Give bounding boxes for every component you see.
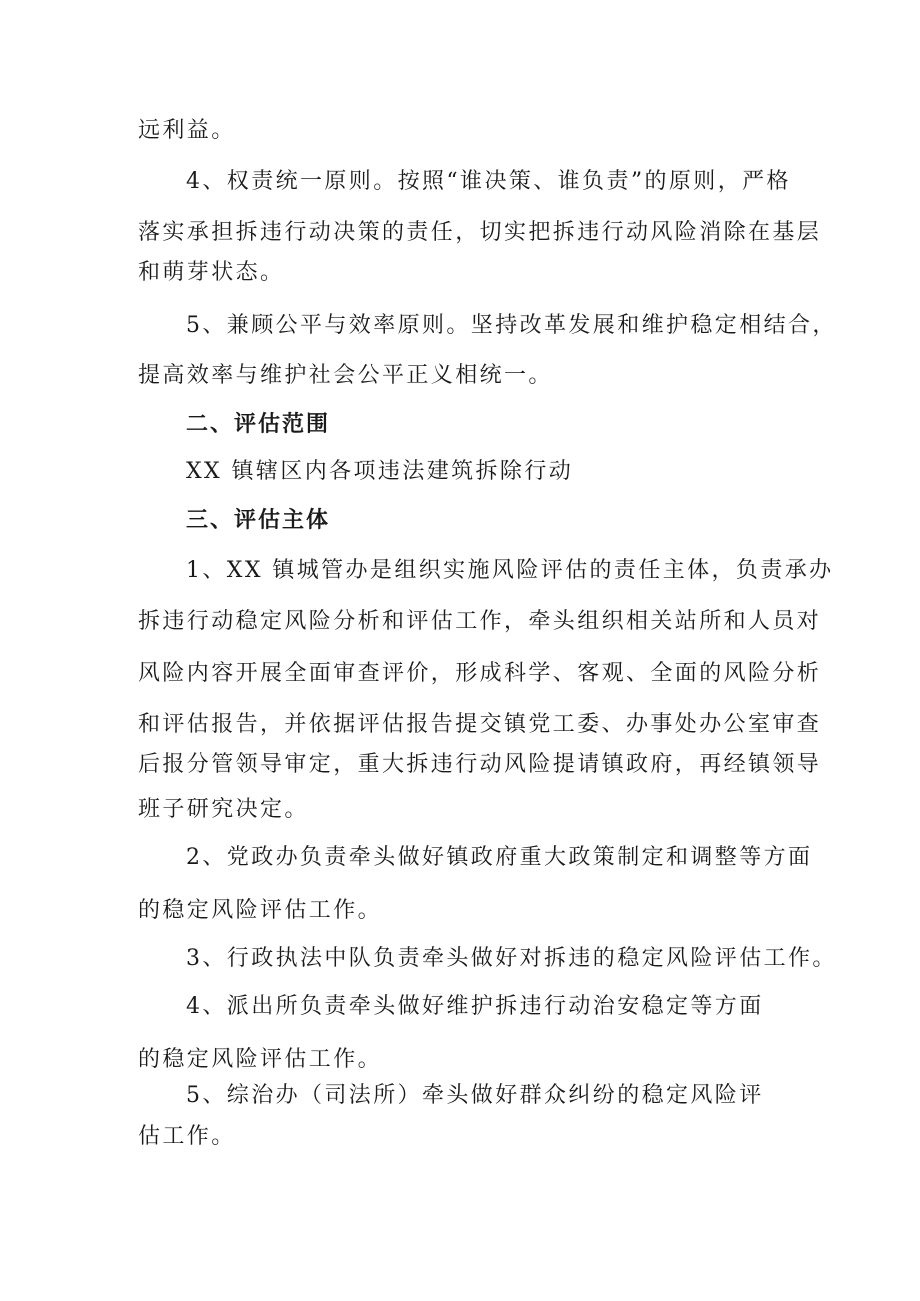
text-line: 提高效率与维护社会公平正义相统一。	[138, 363, 553, 388]
text-line: 后报分管领导审定，重大拆违行动风险提请镇政府，再经镇领导	[138, 752, 822, 777]
list-item-text: 4、派出所负责牵头做好维护拆违行动治安稳定等方面	[186, 994, 764, 1019]
text-line: 远利益。	[138, 118, 236, 143]
text-line: 风险内容开展全面审查评价，形成科学、客观、全面的风险分析	[138, 661, 822, 686]
section-heading: 三、评估主体	[186, 508, 331, 533]
text-line: 和萌芽状态。	[138, 260, 285, 285]
list-item-text: 1、XX 镇城管办是组织实施风险评估的责任主体，负责承办	[186, 558, 834, 583]
text-line: 估工作。	[138, 1124, 236, 1149]
text-line: 的稳定风险评估工作。	[138, 898, 383, 923]
paragraph-text: XX 镇辖区内各项违法建筑拆除行动	[186, 459, 574, 484]
text-line: 拆违行动稳定风险分析和评估工作，牵头组织相关站所和人员对	[138, 609, 822, 634]
text-line: 班子研究决定。	[138, 797, 309, 822]
text-line: 和评估报告，并依据评估报告提交镇党工委、办事处办公室审查	[138, 712, 822, 737]
list-item-text: 4、权责统一原则。按照“谁决策、谁负责”的原则，严格	[186, 169, 791, 194]
list-item-text: 2、党政办负责牵头做好镇政府重大政策制定和调整等方面	[186, 845, 813, 870]
list-item-text: 5、综治办（司法所）牵头做好群众纠纷的稳定风险评	[186, 1083, 764, 1108]
text-line: 落实承担拆违行动决策的责任，切实把拆违行动风险消除在基层	[138, 220, 822, 245]
list-item-text: 3、行政执法中队负责牵头做好对拆违的稳定风险评估工作。	[186, 946, 837, 971]
section-heading: 二、评估范围	[186, 412, 331, 437]
list-item-text: 5、兼顾公平与效率原则。坚持改革发展和维护稳定相结合，	[186, 313, 837, 338]
text-line: 的稳定风险评估工作。	[138, 1047, 383, 1072]
